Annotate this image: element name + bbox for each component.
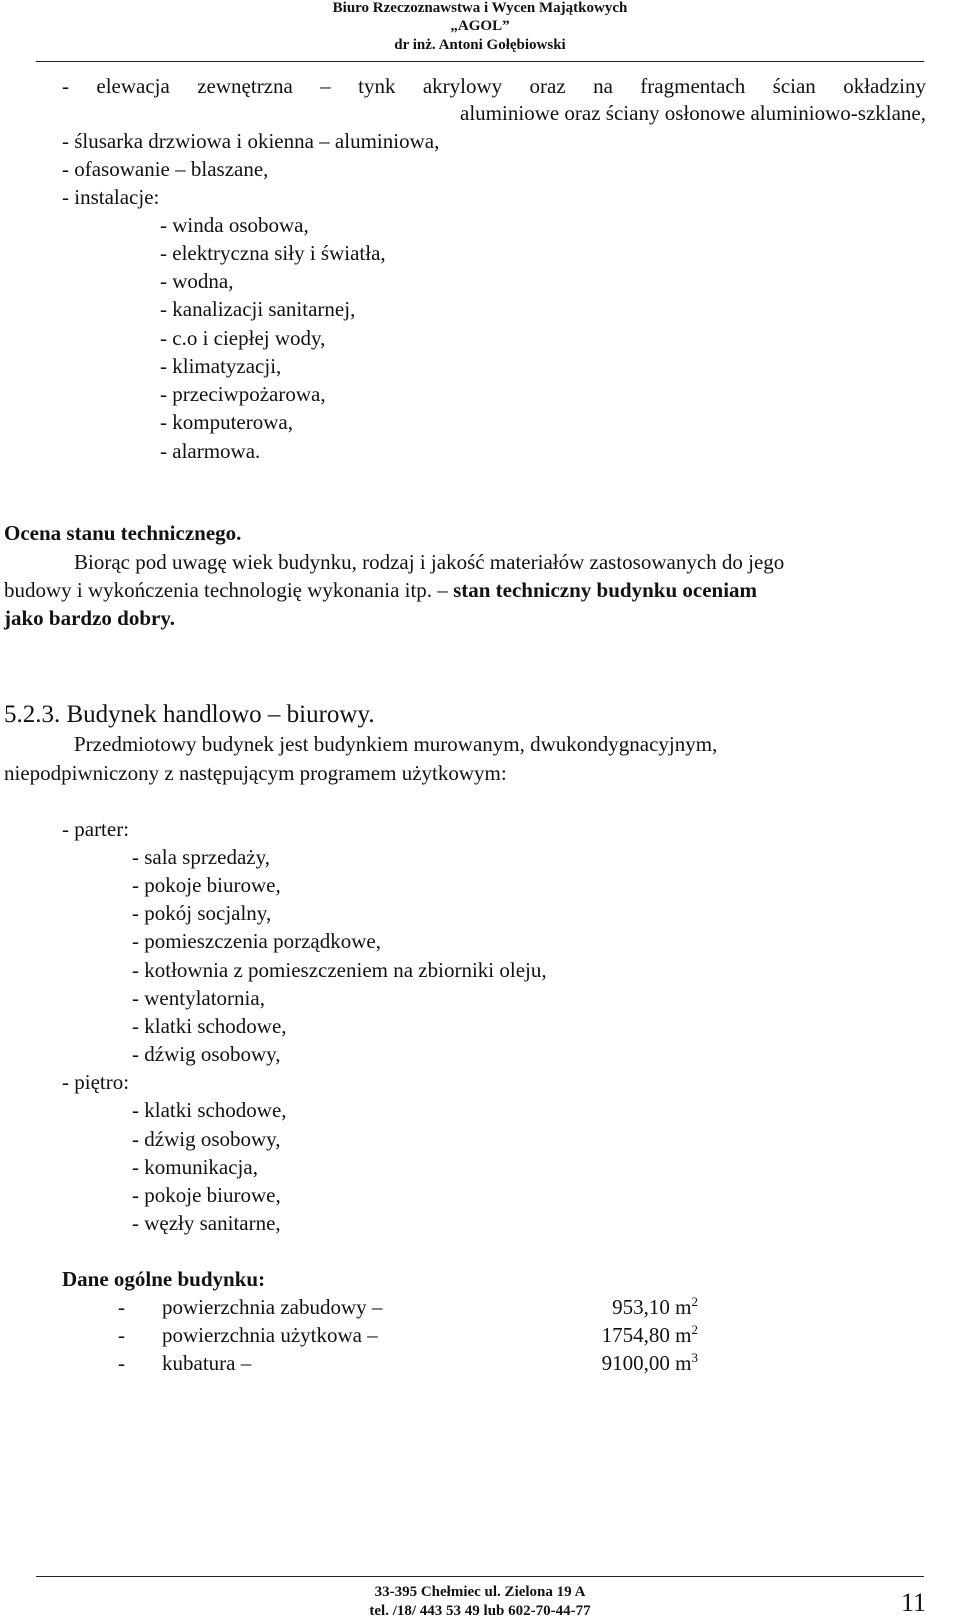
footer-phone: tel. /18/ 443 53 49 lub 602-70-44-77 <box>369 1603 591 1619</box>
assessment-line <box>4 578 757 602</box>
material-item-flashing: - ofasowanie – blaszane, <box>62 157 269 181</box>
footer-rule <box>36 1576 924 1577</box>
installation-item: - elektryczna siły i światła, <box>160 241 386 265</box>
installation-item: - winda osobowa, <box>160 213 309 237</box>
ground-floor-item: - pomieszczenia porządkowe, <box>132 929 381 953</box>
floor-label-upper: - piętro: <box>62 1070 130 1094</box>
page-number: 11 <box>900 1588 926 1617</box>
upper-floor-item: - komunikacja, <box>132 1155 258 1179</box>
section-title: 5.2.3. Budynek handlowo – biurowy. <box>4 701 375 728</box>
ground-floor-item: - sala sprzedaży, <box>132 845 270 869</box>
ground-floor-item: - klatki schodowe, <box>132 1014 287 1038</box>
general-row-label: powierzchnia zabudowy – <box>162 1295 383 1319</box>
material-item-facade: - elewacja zewnętrzna – tynk akrylowy oraz na fragmentach ścian okładziny <box>62 74 926 98</box>
assessment-heading: Ocena stanu technicznego. <box>4 521 242 545</box>
general-row-dash: - <box>118 1295 125 1319</box>
ground-floor-item: - pokoje biurowe, <box>132 873 281 897</box>
installation-item: - komputerowa, <box>160 410 293 434</box>
general-row-value <box>602 1351 698 1378</box>
assessment-line: Biorąc pod uwagę wiek budynku, rodzaj i jakość materiałów zastosowanych do jego <box>74 550 785 574</box>
header-company-name: Biuro Rzeczoznawstwa i Wycen Majątkowych <box>332 0 628 16</box>
upper-floor-item: - węzły sanitarne, <box>132 1211 281 1235</box>
assessment-verdict: stan techniczny budynku oceniam <box>453 578 758 602</box>
installation-item: - przeciwpożarowa, <box>160 382 326 406</box>
value-unit-exponent: 3 <box>691 1350 698 1365</box>
upper-floor-item: - dźwig osobowy, <box>132 1127 281 1151</box>
material-line <box>62 74 926 98</box>
value-unit-exponent: 2 <box>691 1294 698 1309</box>
assessment-verdict-end: jako bardzo dobry. <box>4 606 175 630</box>
value-unit-exponent: 2 <box>691 1322 698 1337</box>
general-row-value <box>612 1295 698 1322</box>
upper-floor-item: - pokoje biurowe, <box>132 1183 281 1207</box>
installation-item: - wodna, <box>160 269 234 293</box>
general-row-dash: - <box>118 1351 125 1375</box>
section-intro: Przedmiotowy budynek jest budynkiem murowanym, dwukondygnacyjnym, <box>74 732 718 756</box>
footer-address: 33-395 Chełmiec ul. Zielona 19 A <box>374 1584 586 1600</box>
installation-item: - alarmowa. <box>160 439 261 463</box>
general-row-value <box>602 1323 698 1350</box>
ground-floor-item: - dźwig osobowy, <box>132 1042 281 1066</box>
floor-label-ground: - parter: <box>62 817 130 841</box>
value-number: 953,10 m <box>612 1295 692 1319</box>
material-item-installations: - instalacje: <box>62 185 160 209</box>
general-row-label: kubatura – <box>162 1351 252 1375</box>
ground-floor-item: - pokój socjalny, <box>132 901 272 925</box>
value-number: 1754,80 m <box>601 1323 692 1347</box>
header-rule <box>36 61 924 62</box>
section-intro: niepodpiwniczony z następującym programem użytkowym: <box>4 761 507 785</box>
ground-floor-item: - kotłownia z pomieszczeniem na zbiorniki oleju, <box>132 958 547 982</box>
material-item-joinery: - ślusarka drzwiowa i okienna – aluminiowa, <box>62 129 440 153</box>
installation-item: - klimatyzacji, <box>160 354 282 378</box>
material-line-continued: aluminiowe oraz ściany osłonowe aluminiowo-szklane, <box>460 101 926 125</box>
value-number: 9100,00 m <box>601 1351 692 1375</box>
installation-item: - c.o i ciepłej wody, <box>160 326 326 350</box>
assessment-text: budowy i wykończenia technologię wykonania itp. – <box>4 578 454 602</box>
installation-item: - kanalizacji sanitarnej, <box>160 297 356 321</box>
general-row-dash: - <box>118 1323 125 1347</box>
general-data-heading: Dane ogólne budynku: <box>62 1267 266 1291</box>
ground-floor-item: - wentylatornia, <box>132 986 265 1010</box>
header-company-short: „AGOL” <box>450 18 510 34</box>
upper-floor-item: - klatki schodowe, <box>132 1098 287 1122</box>
header-author: dr inż. Antoni Gołębiowski <box>394 37 566 53</box>
general-row-label: powierzchnia użytkowa – <box>162 1323 378 1347</box>
